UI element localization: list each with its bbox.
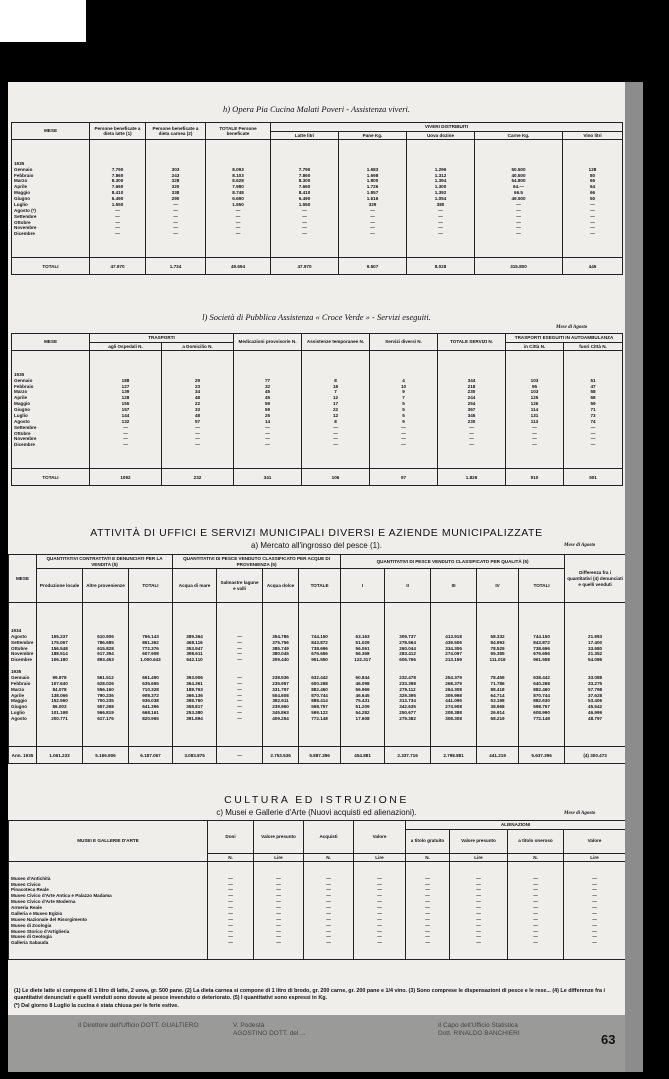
opera-pia-title: h) Opera Pia Cucina Malati Poveri - Assistenza viveri.: [222, 104, 411, 114]
col-header-dolce: Acqua dolce: [263, 569, 299, 603]
col-header-totale: TOTALE: [299, 569, 341, 603]
col-header-locale: Produzione locale: [37, 569, 83, 603]
data-column: — — — — — — — — — — — —: [254, 862, 304, 960]
col-header-viveri: VIVERI DISTRIBUITI: [271, 123, 623, 132]
croce-verde-table: [11, 333, 623, 486]
data-column: 8 18 7 12 17 22 12 8 — — — —: [302, 351, 370, 469]
col-header-doni: Doni: [208, 821, 254, 854]
col-header-totale-servizi: TOTALE SERVIZI N.: [438, 334, 506, 351]
col-header-musei: MUSEI E GALLERIE D'ARTE: [9, 821, 208, 862]
data-column: 7.790 7.860 8.300 7.660 8.410 6.490 1.550 — — — — —: [90, 140, 146, 258]
data-column: 354.786 375.756 385.749 380.045 309.440 238.536 235.957 331.797 504.608 382.611 239.960 345.863 409.254: [263, 603, 299, 747]
total-cell: 341: [234, 469, 302, 486]
musei-table: [8, 820, 625, 960]
total-cell: 5.887.386: [299, 747, 341, 764]
col-unit-n: N.: [508, 853, 564, 862]
col-header-assistenze: Assistenze temporanee N.: [302, 334, 370, 351]
data-column: 303 243 328 320 338 290 — — — — — —: [146, 140, 206, 258]
total-cell: —: [217, 747, 263, 764]
total-cell: 47.970: [271, 258, 339, 275]
total-cell: 5.637.396: [519, 747, 565, 764]
col-header-totale-qualita: TOTALI: [519, 569, 565, 603]
col-header-alienazioni: ALIENAZIONI: [406, 821, 626, 830]
col-header-qualita-3: III: [431, 569, 477, 603]
col-header-valore-presunto: Valore presunto: [254, 821, 304, 854]
col-header-dieta-latte: Persone beneficate a dieta latte (1): [90, 123, 146, 140]
col-header-acquisti: Acquisti: [304, 821, 354, 854]
col-unit-n: N.: [406, 853, 450, 862]
musei-list: Museo d'Antichità Museo Civico Pinacoteca Reale Museo Civico d'Arte Antica e Palazzo Madama Museo Civico d'Arte Moderna Armeria Reale Galleria e Museo Egizio Museo Nazionale del Risorgimento Museo di Zoologia Museo Storico d'Artiglieria Museo di Geologia Galleria Sabauda: [9, 862, 208, 960]
data-column: — — — — — — — — — — — — —: [217, 603, 263, 747]
total-cell: 5.166.906: [83, 747, 129, 764]
col-header-qualita: QUANTITATIVI DI PESCE VENDUTO CLASSIFICATO PER QUALITÀ (5): [341, 555, 565, 569]
footnotes: (1) Le diete latte si compone di 1 litro di latte, 2 uova, gr. 500 pane. (2) La dieta carnea si compone di 1 litro di brodo, gr. 200 carne, gr. 200 pane e 1/4 vino. (3) Sono comprese le dispensazioni di pesce e le rese... (4) Le differenze fra i quantitativi denunciati e quelli venduti sono dovute al pesce invenduto o deteriorato. (5) I quantitativi sono espressi in Kg. (*) Dal giorno 8 Luglio la cucina è stata chiusa per le ferie estive.: [14, 988, 606, 1009]
col-header-mese: MESE: [9, 555, 37, 603]
data-column: 744.150 843.872 738.696 676.656 951.550 632.442 600.268 882.460 870.744 888.414 598.757 599.122 772.148: [299, 603, 341, 747]
mercato-pesce-note: Mese di Agosto: [564, 543, 596, 548]
col-header-valore: Valore: [564, 829, 626, 853]
data-column: 21.993 17.400 33.680 21.352 54.086 33.088 33.275 57.798 37.628 53.406 45.542 46.999 48.797: [565, 603, 625, 747]
data-column: 610.906 786.685 615.828 617.394 893.463 561.512 628.026 556.160 790.236 700.235 557.268 566.819 617.176: [83, 603, 129, 747]
data-column: 103 95 103 125 126 114 131 113 — — — —: [506, 351, 564, 469]
col-header-pane: Pane Kg.: [339, 131, 407, 140]
col-unit-n: N.: [208, 853, 254, 862]
total-cell: 315.800: [475, 258, 563, 275]
col-header-servizi: Servizi diversi N.: [370, 334, 438, 351]
data-column: 1.683 1.698 1.800 1.726 1.857 1.616 329 — — — — —: [339, 140, 407, 258]
total-cell: 106: [302, 469, 370, 486]
col-unit-lire: Lire: [564, 853, 626, 862]
total-cell: 1092: [90, 469, 162, 486]
total-cell: 454.881: [341, 747, 385, 764]
col-header-vino: Vino litri: [563, 131, 623, 140]
col-header-titolo-oneroso: a titolo oneroso: [508, 829, 564, 853]
croce-verde-title: l) Società di Pubblica Assistenza « Croce Verde » - Servizi eseguiti.: [202, 312, 431, 322]
data-column: 63.163 51.029 56.061 56.368 122.317 60.844 46.098 56.969 46.645 75.431 51.209 54.282 17.608: [341, 603, 385, 747]
col-header-qualita-4: IV: [477, 569, 519, 603]
total-cell: 1.826: [438, 469, 506, 486]
col-header-qualita-2: II: [385, 569, 431, 603]
data-column: 77 32 45 45 59 59 25 14 — — — —: [234, 351, 302, 469]
data-column: 188 127 139 128 155 157 144 132 — — — —: [90, 351, 162, 469]
total-cell: 8.028: [407, 258, 475, 275]
col-header-medicazioni: Medicazioni provvisorie N.: [234, 334, 302, 351]
month-column: 1935 Gennaio Febbraio Marzo Aprile Maggio Giugno Luglio Agosto (*) Settembre Ottobre Novembre Dicembre: [12, 140, 90, 258]
col-header-autoambulanza: TRASPORTI ESEGUITI IN AUTOAMBULANZA: [506, 334, 623, 343]
musei-note: Mese di Agosto: [564, 811, 596, 816]
total-cell: 3.083.875: [173, 747, 217, 764]
col-header-ospedali: agli Ospedali N.: [90, 342, 162, 351]
total-cell: 1.061.233: [37, 747, 83, 764]
totali-label: TOTALI: [12, 469, 90, 486]
total-row-label: Ann. 1935: [9, 747, 37, 764]
stamp-center: V. Podestà AGOSTINO DOTT. del ...: [233, 1022, 306, 1037]
total-cell: 910: [506, 469, 564, 486]
data-column: — — — — — — — — — — — —: [450, 862, 508, 960]
data-column: — — — — — — — — — — — —: [564, 862, 626, 960]
data-column: 29 23 34 48 22 33 48 57 — — — —: [162, 351, 234, 469]
stamp-right: Il Capo dell'Ufficio Statistica Dott. RINALDO BANCHIERI: [438, 1022, 520, 1037]
data-column: 155.237 175.067 156.548 188.514 106.180 99.978 107.640 84.078 138.066 152.560 86.003 101.198 200.771: [37, 603, 83, 747]
total-cell: 501: [564, 469, 623, 486]
mercato-pesce-table: [8, 554, 625, 764]
opera-pia-table: [11, 122, 623, 275]
col-header-citta: in Città N.: [506, 342, 564, 351]
total-cell: 6.187.067: [129, 747, 173, 764]
data-column: — — — — — — — — — — — —: [304, 862, 354, 960]
total-cell: 57: [370, 469, 438, 486]
col-header-mese: MESE: [12, 123, 90, 140]
croce-verde-note: Mese di Agosto: [556, 325, 588, 330]
scan-margin: [0, 0, 86, 42]
cultura-title: CULTURA ED ISTRUZIONE: [224, 794, 409, 806]
data-column: — — — — — — — — — — — —: [208, 862, 254, 960]
col-header-fuori-citta: fuori Città N.: [564, 342, 623, 351]
data-column: 389.364 468.116 353.947 398.611 642.110 393.906 364.361 188.763 366.136 398.760 358.817 253.380 391.894: [173, 603, 217, 747]
data-column: — — — — — — — — — — — —: [406, 862, 450, 960]
col-header-differenza: Differenza fra i quantitativi (4) denunciati e quelli venduti: [565, 555, 625, 603]
month-column: 1935 Gennaio Febbraio Marzo Aprile Maggio Giugno Luglio Agosto Settembre Ottobre Novembre Dicembre: [12, 351, 90, 469]
data-column: 8.093 8.103 8.628 7.980 8.748 6.690 1.550 — — — — —: [206, 140, 271, 258]
total-cell: 2.753.536: [263, 747, 299, 764]
col-header-titolo-gratuito: a titolo gratuito: [406, 829, 450, 853]
col-header-dieta-carnea: Persone beneficate a dieta carnea (2): [146, 123, 206, 140]
col-header-mare: Acqua di mare: [173, 569, 217, 603]
col-header-trasporti: TRASPORTI: [90, 334, 234, 343]
month-column: 1934 Agosto Settembre Ottobre Novembre Dicembre 1935 Gennaio Febbraio Marzo Aprile Maggio Giugno Luglio Agosto: [9, 603, 37, 747]
total-cell: 441.219: [477, 747, 519, 764]
data-column: 4 10 9 7 5 5 5 9 — — — —: [370, 351, 438, 469]
data-column: 413.918 439.506 334.306 274.097 213.159 254.379 268.379 264.308 309.998 441.095 274.908 208.388 308.308: [431, 603, 477, 747]
total-cell: 445: [563, 258, 623, 275]
col-unit-lire: Lire: [450, 853, 508, 862]
page-edge-shadow: [625, 82, 643, 1072]
col-header-contrattati: QUANTITATIVI CONTRATTATI E DENUNCIATI PER LA VENDITA (5): [37, 555, 173, 569]
col-header-carne: Carne Kg.: [475, 131, 563, 140]
col-header-totali: TOTALI: [129, 569, 173, 603]
document-page: [8, 82, 625, 1072]
data-column: 344 218 230 244 254 367 345 230 — — — —: [438, 351, 506, 469]
attivita-title: ATTIVITÀ DI UFFICI E SERVIZI MUNICIPALI DIVERSI E AZIENDE MUNICIPALIZZATE: [90, 527, 543, 539]
total-cell: 47.970: [90, 258, 146, 275]
total-cell: 2.798.881: [431, 747, 477, 764]
col-header-valore-presunto: Valore presunto: [450, 829, 508, 853]
col-unit-n: N.: [304, 853, 354, 862]
col-header-salmastre: Salmastre lagune e valli: [217, 569, 263, 603]
stamp-left: Il Direttore dell'Ufficio DOTT. GUALTIERO: [78, 1022, 199, 1029]
total-cell: 9.507: [339, 258, 407, 275]
data-column: 766.143 861.362 772.376 607.908 1.000.643 661.490 635.665 710.328 908.372 936.038 641.396 668.161 820.965: [129, 603, 173, 747]
col-header-uova: Uova dozine: [407, 131, 475, 140]
total-cell: 232: [162, 469, 234, 486]
data-column: 309.737 278.564 260.044 283.412 606.766 232.478 233.398 279.112 329.395 313.734 342.635 250.677 279.382: [385, 603, 431, 747]
col-header-domicilio: a Domicilio N.: [162, 342, 234, 351]
col-header-latte: Latte litri: [271, 131, 339, 140]
data-column: 1.296 1.312 1.394 1.300 1.392 1.054 380 — — — — —: [407, 140, 475, 258]
mercato-pesce-subtitle: a) Mercato all'ingrosso del pesce (1).: [251, 541, 382, 550]
total-cell: 2.337.716: [385, 747, 431, 764]
col-header-altre: Altre provenienze: [83, 569, 129, 603]
col-unit-lire: Lire: [254, 853, 304, 862]
col-unit-lire: Lire: [354, 853, 406, 862]
total-cell: 1.734: [146, 258, 206, 275]
data-column: — — — — — — — — — — — —: [508, 862, 564, 960]
col-header-mese: MESE: [12, 334, 90, 351]
total-cell: (4) 300.473: [565, 747, 625, 764]
data-column: 128 80 65 64 66 50 — — — — — —: [563, 140, 623, 258]
col-header-totale: TOTALE Persone beneficate: [206, 123, 271, 140]
total-cell: 49.694: [206, 258, 271, 275]
col-header-acque: QUANTITATIVI DI PESCE VENDUTO CLASSIFICATO PER ACQUE DI PROVENIENZA (5): [173, 555, 341, 569]
page-number: 63: [601, 1032, 616, 1047]
totali-label: TOTALI: [12, 258, 90, 275]
data-column: 744.150 843.872 738.696 676.656 961.558 638.442 640.268 882.460 870.744 882.630 598.757 608.990 772.148: [519, 603, 565, 747]
data-column: 58.332 84.993 78.525 65.385 111.016 78.459 71.786 88.418 64.714 53.198 38.968 26.914 68.219: [477, 603, 519, 747]
data-column: — — — — — — — — — — — —: [354, 862, 406, 960]
col-header-qualita-1: I: [341, 569, 385, 603]
data-column: 50.500 40.500 54.800 64.— 66.5 49.500 — — — — — —: [475, 140, 563, 258]
col-header-valore: Valore: [354, 821, 406, 854]
musei-subtitle: c) Musei e Gallerie d'Arte (Nuovi acquisti ed alienazioni).: [216, 808, 417, 817]
data-column: 51 47 58 68 59 71 73 74 — — — —: [564, 351, 623, 469]
data-column: 7.790 7.860 8.300 7.660 8.410 6.490 1.550 — — — — —: [271, 140, 339, 258]
